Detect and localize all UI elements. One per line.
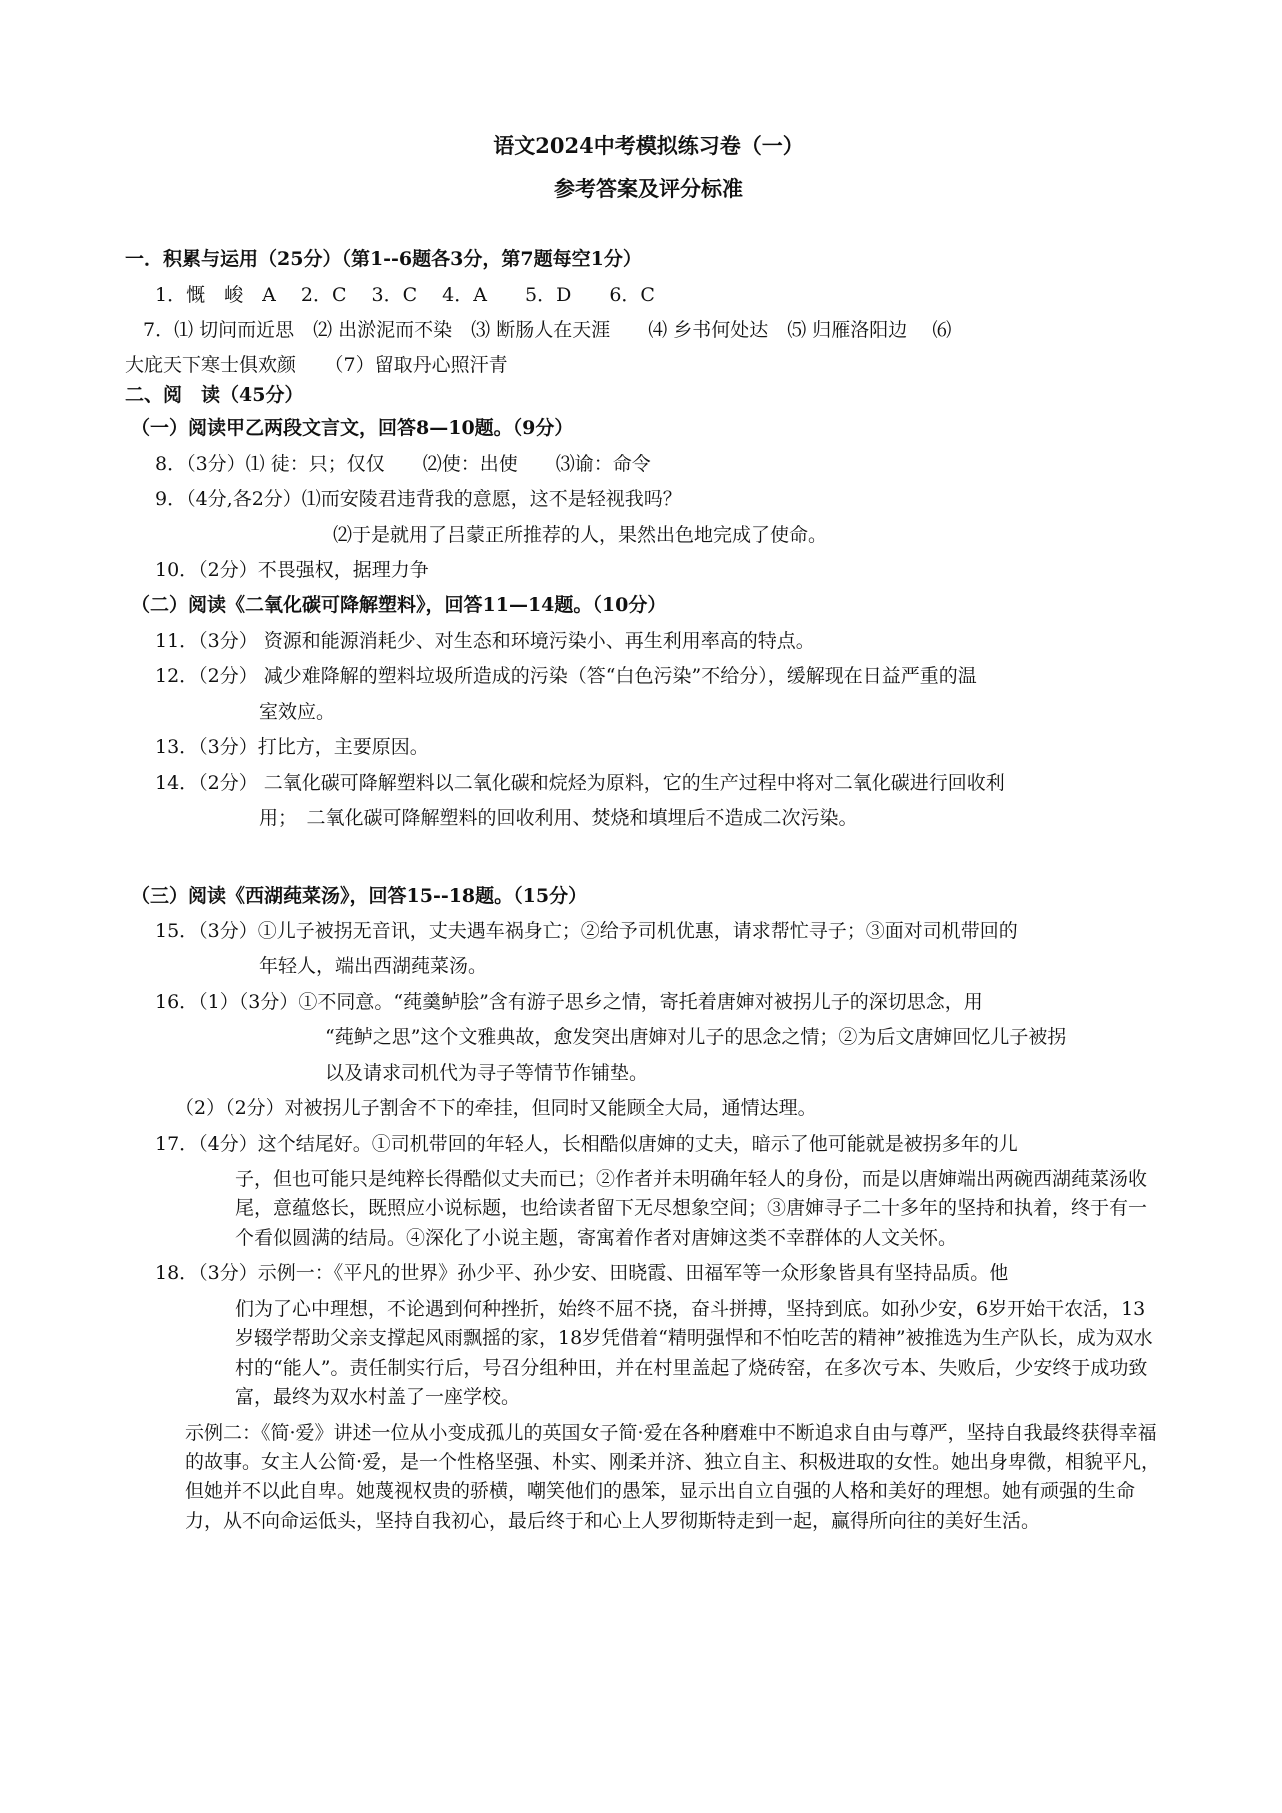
answer-14-line1: 14．（2分） 二氧化碳可降解塑料以二氧化碳和烷烃为原料，它的生产过程中将对二氧化碳进行回收利 (155, 771, 1005, 794)
page-subtitle: 参考答案及评分标准 (554, 175, 743, 201)
part-2-heading: （二）阅读《二氧化碳可降解塑料》，回答11—14题。（10分） (131, 594, 667, 617)
answer-12-line1: 12．（2分） 减少难降解的塑料垃圾所造成的污染（答“白色污染”不给分），缓解现在日益严重的温 (155, 665, 977, 688)
answer-16-1-line2: “莼鲈之思”这个文雅典故，愈发突出唐婶对儿子的思念之情；②为后文唐婶回忆儿子被拐 (325, 1026, 1067, 1049)
section-1-heading: 一．积累与运用（25分）（第1--6题各3分，第7题每空1分） (125, 248, 642, 271)
part-3-heading: （三）阅读《西湖莼菜汤》，回答15--18题。（15分） (131, 884, 588, 907)
answer-15-line1: 15．（3分）①儿子被拐无音讯，丈夫遇车祸身亡；②给予司机优惠，请求帮忙寻子；③面对司机带回的 (155, 919, 1018, 942)
answer-9-line1: 9．（4分,各2分）⑴而安陵君违背我的意愿，这不是轻视我吗？ (155, 488, 682, 511)
answer-16-1-line1: 16．（1）（3分）①不同意。“莼羹鲈脍”含有游子思乡之情，寄托着唐婶对被拐儿子的深切思念，用 (155, 990, 983, 1013)
answer-9-line2: ⑵于是就用了吕蒙正所推荐的人，果然出色地完成了使命。 (333, 523, 828, 546)
answer-7-line1: 7．⑴ 切问而近思 ⑵ 出淤泥而不染 ⑶ 断肠人在天涯 ⑷ 乡书何处达 ⑸ 归雁洛阳边 ⑹ (143, 318, 952, 341)
section-2-heading: 二、阅 读（45分） (125, 383, 304, 406)
answer-11: 11．（3分） 资源和能源消耗少、对生态和环境污染小、再生利用率高的特点。 (155, 629, 815, 652)
part-1-heading: （一）阅读甲乙两段文言文，回答8—10题。（9分） (131, 417, 574, 440)
answer-17-line1: 17．（4分）这个结尾好。①司机带回的年轻人，长相酷似唐婶的丈夫，暗示了他可能就是被拐多年的儿 (155, 1132, 1018, 1155)
answer-8: 8．（3分）⑴ 徒：只；仅仅 ⑵使：出使 ⑶谕：命令 (155, 452, 651, 475)
answer-17-body: 子，但也可能只是纯粹长得酷似丈夫而已；②作者并未明确年轻人的身份，而是以唐婶端出两碗西湖莼菜汤收尾，意蕴悠长，既照应小说标题，也给读者留下无尽想象空间；③唐婶寻子二十多年的坚持和执着，终于有一个看似圆满的结局。④深化了小说主题，寄寓着作者对唐婶这类不幸群体的人文关怀。 (235, 1168, 1148, 1249)
answer-10: 10．（2分）不畏强权，据理力争 (155, 559, 429, 582)
answer-18-example-2: 示例二：《简·爱》讲述一位从小变成孤儿的英国女子简·爱在各种磨难中不断追求自由与尊严，坚持自我最终获得幸福的故事。女主人公简·爱，是一个性格坚强、朴实、刚柔并济、独立自主、积极进取的女性。她出身卑微，相貌平凡，但她并不以此自卑。她蔑视权贵的骄横，嘲笑他们的愚笨，显示出自立自强的人格和美好的理想。她有顽强的生命力，从不向命运低头，坚持自我初心，最后终于和心上人罗彻斯特走到一起，赢得所向往的美好生活。 (185, 1421, 1161, 1532)
answer-13: 13．（3分）打比方，主要原因。 (155, 736, 429, 759)
answer-15-line2: 年轻人，端出西湖莼菜汤。 (259, 955, 488, 978)
answer-12-line2: 室效应。 (259, 700, 336, 723)
answer-16-2: （2）（2分）对被拐儿子割舍不下的牵挂，但同时又能顾全大局，通情达理。 (175, 1097, 817, 1120)
answer-7-line2: 大庇天下寒士俱欢颜 （7）留取丹心照汗青 (125, 354, 508, 377)
answer-18-line1: 18．（3分）示例一：《平凡的世界》孙少平、孙少安、田晓霞、田福军等一众形象皆具有坚持品质。他 (155, 1262, 1009, 1285)
answers-1-6: 1．慨 峻 A 2．C 3．C 4．A 5．D 6．C (155, 283, 655, 306)
answer-18-example-1-body: 们为了心中理想，不论遇到何种挫折，始终不屈不挠，奋斗拼搏，坚持到底。如孙少安，6岁开始干农活，13岁辍学帮助父亲支撑起风雨飘摇的家，18岁凭借着“精明强悍和不怕吃苦的精神”被推选为生产队长，成为双水村的“能人”。责任制实行后，号召分组种田，并在村里盖起了烧砖窑，在多次亏本、失败后，少安终于成功致富，最终为双水村盖了一座学校。 (235, 1297, 1153, 1409)
page-title: 语文2024中考模拟练习卷（一） (493, 133, 804, 158)
answer-14-line2: 用； 二氧化碳可降解塑料的回收利用、焚烧和填埋后不造成二次污染。 (259, 807, 858, 830)
answer-16-1-line3: 以及请求司机代为寻子等情节作铺垫。 (325, 1061, 649, 1084)
